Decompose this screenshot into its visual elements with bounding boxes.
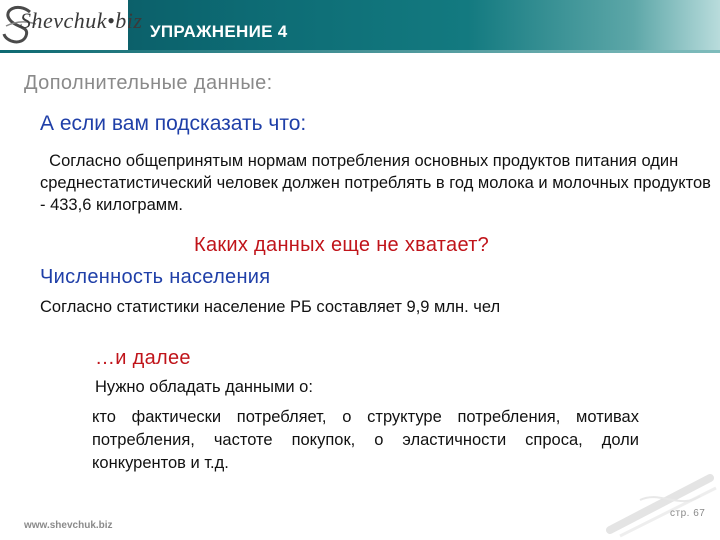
question-intro: А если вам подсказать что:: [40, 112, 307, 135]
footer-url: www.shevchuk.biz: [24, 520, 113, 531]
header-divider: [0, 50, 720, 53]
logo: [0, 0, 143, 50]
data-list-text: кто фактически потребляет, о структуре потребления, мотивах потребления, частоте покупок, о эластичности спроса, доли конкурентов и т.д.: [92, 408, 639, 472]
slide-title: УПРАЖНЕНИЕ 4: [150, 22, 288, 41]
logo-text: Shevchuk•biz: [20, 8, 143, 33]
pen-decoration-icon: [600, 470, 720, 540]
page-number: стр. 67: [670, 508, 706, 519]
norm-paragraph: Согласно общепринятым нормам потребления основных продуктов питания один среднестатистический человек должен потреблять в год молока и молочных продуктов - 433,6 килограмм.: [40, 152, 716, 214]
subtitle: Дополнительные данные:: [24, 72, 273, 94]
population-heading: Численность населения: [40, 266, 271, 288]
need-data-text: Нужно обладать данными о:: [95, 378, 313, 396]
further-heading: …и далее: [95, 347, 191, 369]
population-stat: Согласно статистики население РБ составляет 9,9 млн. чел: [40, 298, 501, 316]
question-missing: Каких данных еще не хватает?: [194, 234, 490, 256]
